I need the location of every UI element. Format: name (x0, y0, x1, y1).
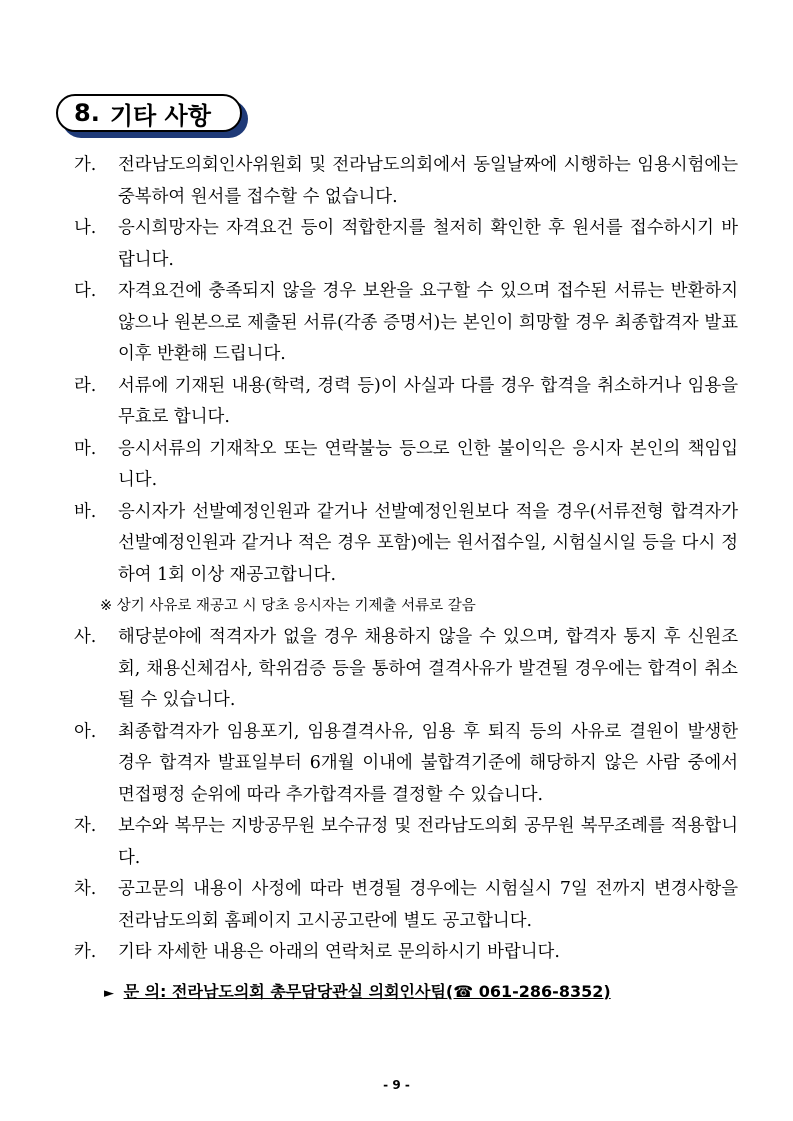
item-text: 기타 자세한 내용은 아래의 연락처로 문의하시기 바랍니다. (118, 942, 560, 962)
section-heading (56, 94, 248, 140)
item-text: 최종합격자가 임용포기, 임용결격사유, 임용 후 퇴직 등의 사유로 결원이 발생한 경우 합격자 발표일부터 6개월 이내에 불합격기준에 해당하지 않은 사람 중에서 면접평정 순위에 따라 추가합격자를 결정할 수 있습니다. (118, 721, 738, 805)
item-text: 자격요건에 충족되지 않을 경우 보완을 요구할 수 있으며 접수된 서류는 반환하지 않으나 원본으로 제출된 서류(각종 증명서)는 본인이 희망할 경우 최종합격자 발표 이후 반환해 드립니다. (118, 281, 738, 364)
item-text: 보수와 복무는 지방공무원 보수규정 및 전라남도의회 공무원 복무조례를 적용합니다. (118, 816, 738, 868)
item-text: 응시자가 선발예정인원과 같거나 선발예정인원보다 적을 경우(서류전형 합격자가 선발예정인원과 같거나 적은 경우 포함)에는 원서접수일, 시험실시일 등을 다시 정하여 1회 이상 재공고합니다. (118, 501, 738, 585)
heading-box (56, 94, 242, 132)
section-number: 8. (74, 99, 100, 127)
list-item (74, 371, 738, 434)
reannouncement-note: ※ 상기 사유로 재공고 시 당초 응시자는 기제출 서류로 갈음 (100, 598, 476, 614)
item-text: 응시서류의 기재착오 또는 연락불능 등으로 인한 불이익은 응시자 본인의 책임입니다. (118, 438, 738, 490)
item-text: 서류에 기재된 내용(학력, 경력 등)이 사실과 다를 경우 합격을 취소하거나 임용을 무효로 합니다. (118, 375, 738, 427)
item-label: 아. (74, 721, 97, 742)
item-text: 해당분야에 적격자가 없을 경우 채용하지 않을 수 있으며, 합격자 통지 후 신원조회, 채용신체검사, 학위검증 등을 통하여 결격사유가 발견될 경우에는 합격이 취소될 수 있습니다. (118, 627, 738, 710)
item-label: 나. (74, 218, 97, 238)
list-item (74, 213, 738, 276)
list-item (74, 434, 738, 497)
item-text: 응시희망자는 자격요건 등이 적합한지를 철저히 확인한 후 원서를 접수하시기 바랍니다. (118, 218, 738, 270)
item-label: 카. (74, 942, 97, 962)
item-label: 가. (74, 155, 97, 175)
triangle-marker-icon: ► (104, 985, 114, 1001)
item-label: 차. (74, 879, 97, 899)
item-label: 사. (74, 627, 97, 647)
item-label: 다. (74, 281, 97, 301)
notice-list (74, 150, 738, 1007)
list-item (74, 497, 738, 592)
page-number: - 9 - (383, 1078, 410, 1092)
list-item (74, 874, 738, 937)
item-text: 전라남도의회인사위원회 및 전라남도의회에서 동일날짜에 시행하는 임용시험에는 중복하여 원서를 접수할 수 없습니다. (118, 155, 738, 207)
contact-line (74, 979, 738, 1007)
contact-text: 문 의: 전라남도의회 총무담당관실 의회인사팀(☎ 061-286-8352) (123, 981, 611, 1001)
list-item (74, 937, 738, 969)
item-label: 바. (74, 501, 97, 522)
list-item (74, 717, 738, 812)
item-label: 라. (74, 375, 97, 396)
list-item (74, 150, 738, 213)
list-item (74, 811, 738, 874)
item-text: 공고문의 내용이 사정에 따라 변경될 경우에는 시험실시 7일 전까지 변경사항을 전라남도의회 홈페이지 고시공고란에 별도 공고합니다. (118, 879, 738, 931)
item-label: 자. (74, 816, 97, 836)
section-title: 기타 사항 (109, 101, 211, 130)
item-label: 마. (74, 438, 97, 459)
list-item (74, 276, 738, 371)
list-item (74, 622, 738, 717)
